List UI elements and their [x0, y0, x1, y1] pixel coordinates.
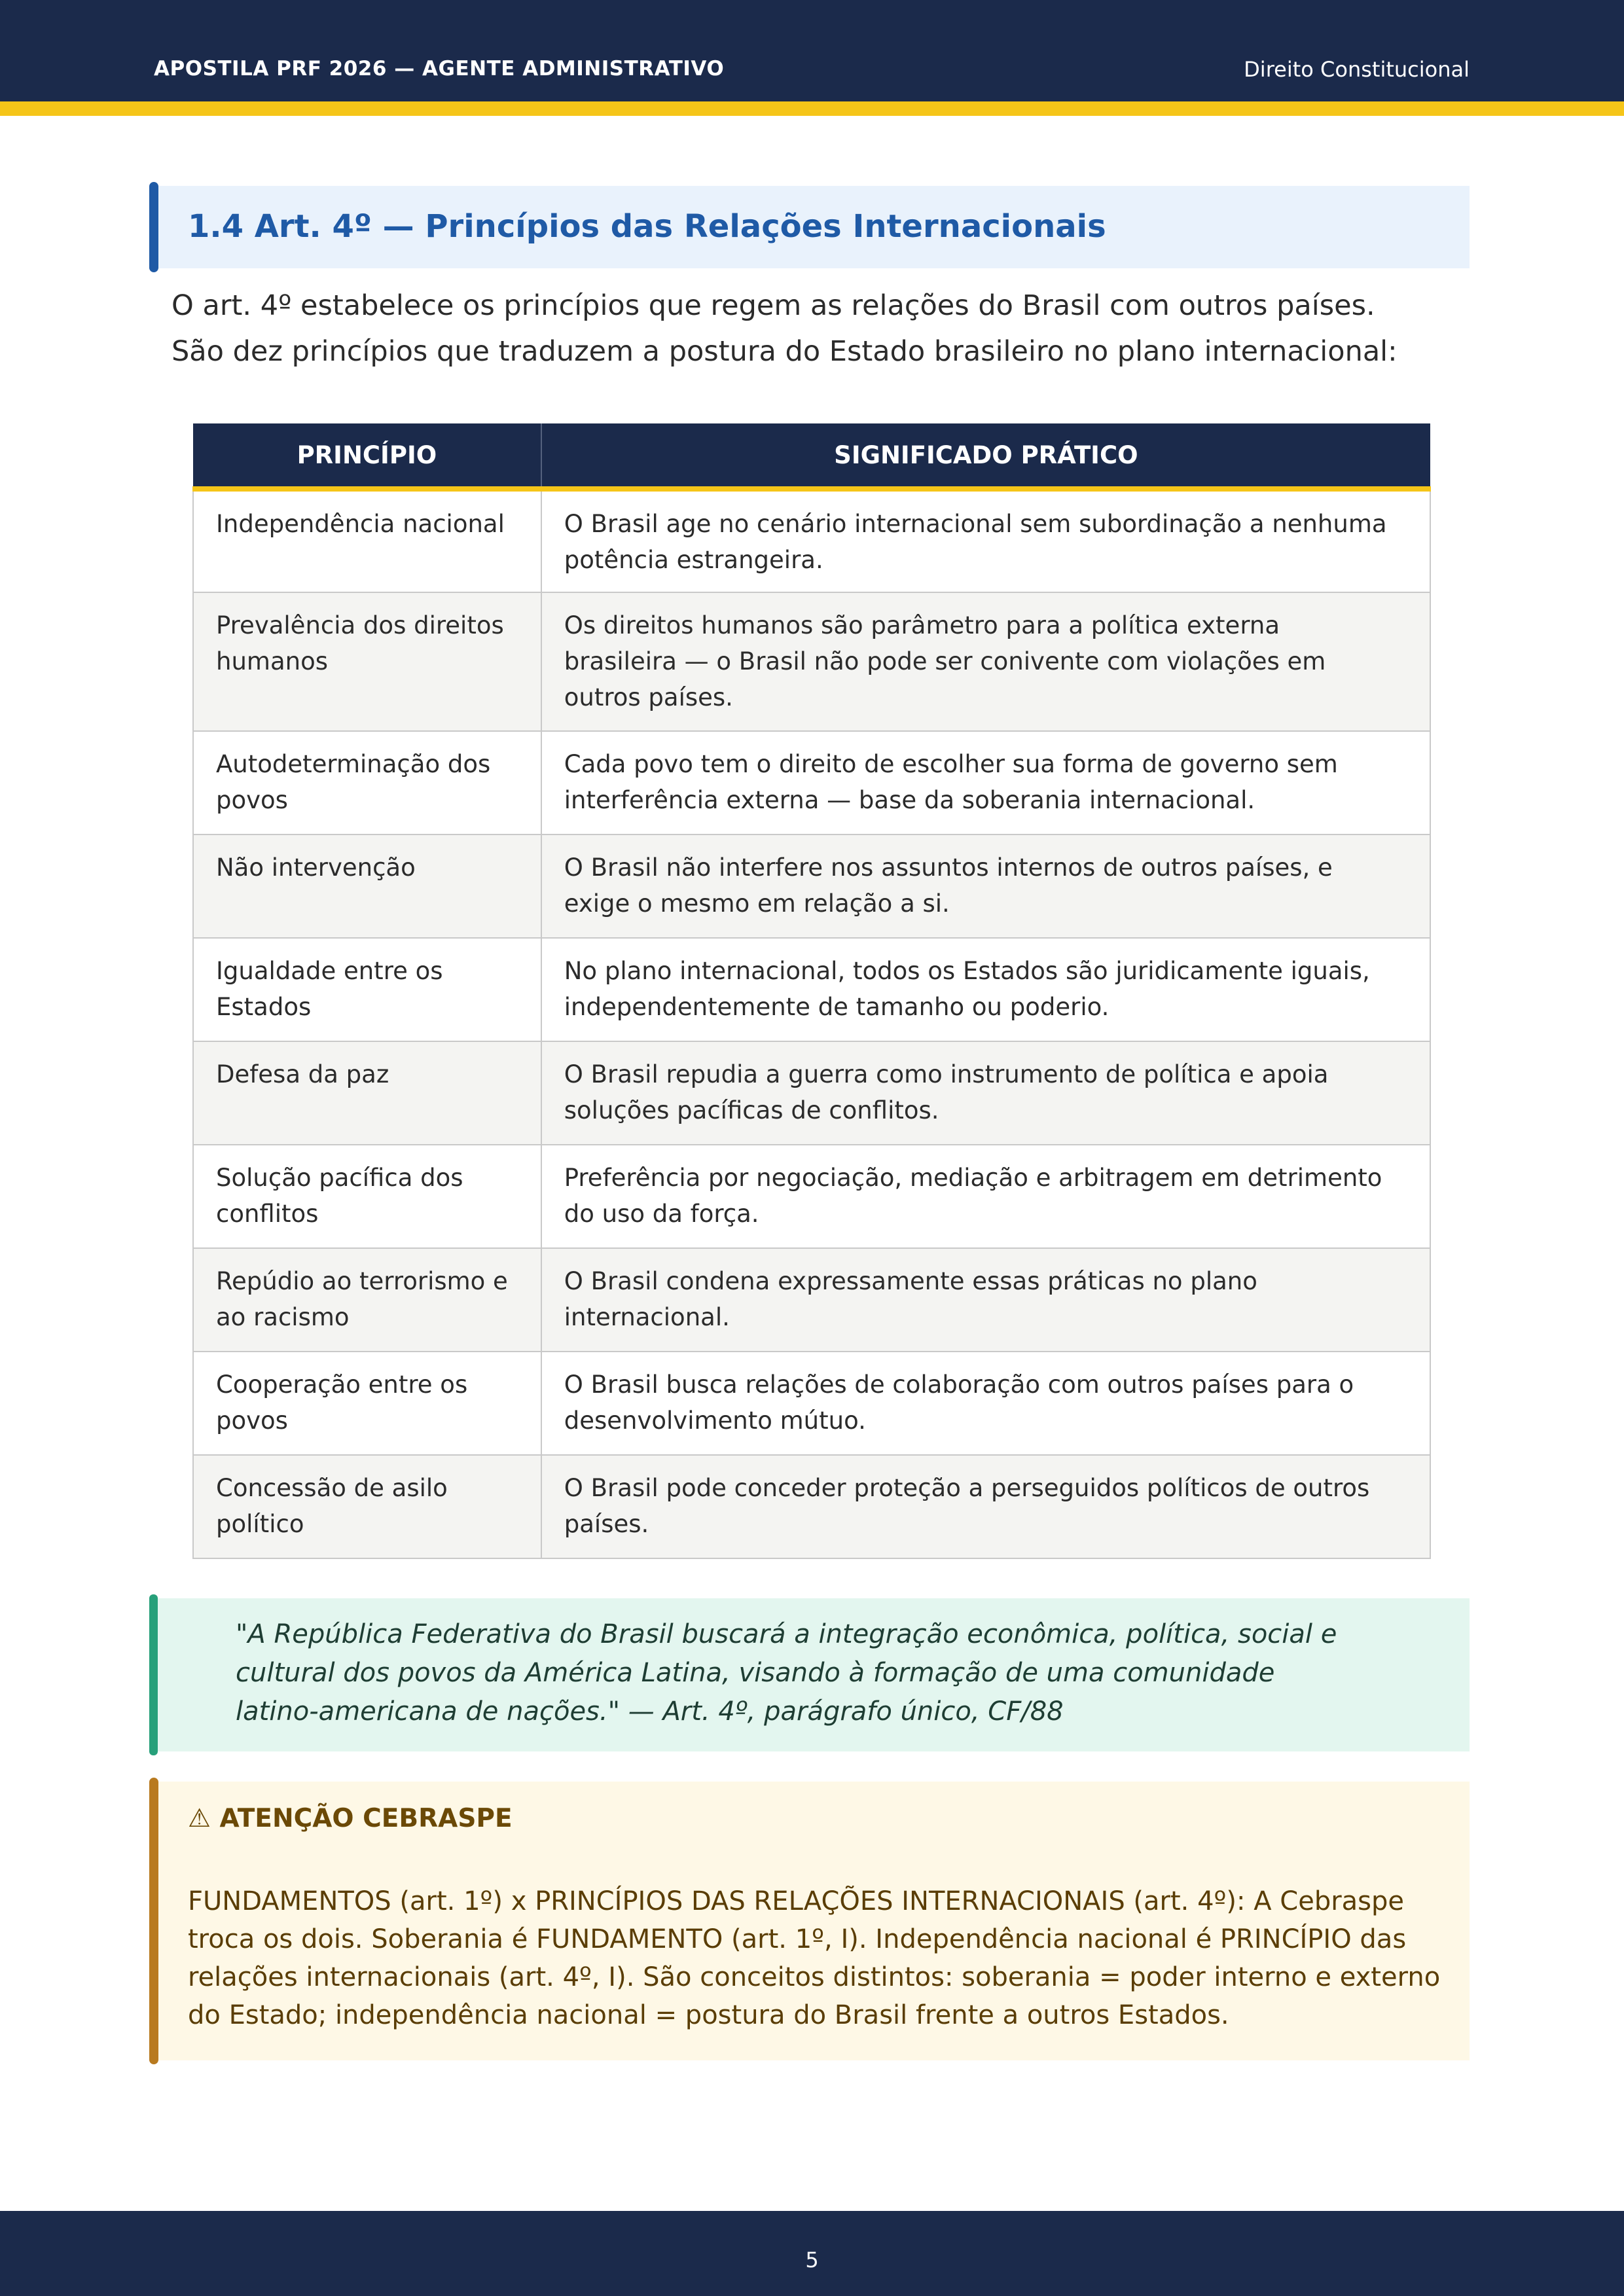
principle-cell [193, 489, 541, 592]
meaning-text: O Brasil pode conceder proteção a perseguidos políticos de outros [564, 1474, 1370, 1502]
alert-line: troca os dois. Soberania é FUNDAMENTO (art. 1º, I). Independência nacional é PRINCÍPIO das [188, 1924, 1407, 1954]
column-header-principle: PRINCÍPIO [193, 423, 541, 489]
meaning-cell [541, 1248, 1430, 1352]
column-header-meaning: SIGNIFICADO PRÁTICO [541, 423, 1430, 489]
table-row [193, 592, 1430, 731]
alert-line: FUNDAMENTOS (art. 1º) x PRINCÍPIOS DAS RELAÇÕES INTERNACIONAIS (art. 4º): A Cebraspe [188, 1886, 1405, 1916]
principles-table [192, 423, 1431, 1559]
principle-text: humanos [216, 647, 328, 675]
constitution-quote [236, 1615, 1440, 1731]
alert-accent-bar [149, 1778, 158, 2064]
meaning-cell [541, 489, 1430, 592]
meaning-text: O Brasil age no cenário internacional sem subordinação a nenhuma [564, 510, 1387, 538]
meaning-text: Cada povo tem o direito de escolher sua forma de governo sem [564, 750, 1338, 778]
principle-text: povos [216, 1407, 288, 1435]
principle-cell [193, 1145, 541, 1248]
principle-text: Defesa da paz [216, 1060, 389, 1088]
table-row [193, 731, 1430, 834]
table-row [193, 1041, 1430, 1145]
principle-text: Igualdade entre os [216, 957, 443, 985]
page-header [0, 0, 1624, 101]
meaning-text: exige o mesmo em relação a si. [564, 889, 950, 918]
principle-text: Autodeterminação dos [216, 750, 491, 778]
meaning-text: desenvolvimento mútuo. [564, 1407, 866, 1435]
intro-line: O art. 4º estabelece os princípios que regem as relações do Brasil com outros países. [171, 289, 1375, 322]
principle-text: Prevalência dos direitos [216, 611, 504, 639]
principle-text: ao racismo [216, 1303, 350, 1331]
header-subject: Direito Constitucional [1244, 57, 1470, 82]
page-number: 5 [805, 2248, 819, 2272]
meaning-cell [541, 1145, 1430, 1248]
table-row [193, 938, 1430, 1041]
meaning-cell [541, 731, 1430, 834]
meaning-text: Preferência por negociação, mediação e arbitragem em detrimento [564, 1164, 1382, 1192]
principle-cell [193, 1041, 541, 1145]
meaning-text: internacional. [564, 1303, 730, 1331]
principle-cell [193, 834, 541, 938]
principle-text: Concessão de asilo [216, 1474, 448, 1502]
meaning-text: outros países. [564, 683, 733, 711]
quote-accent-bar [149, 1594, 158, 1755]
alert-text [188, 1882, 1451, 2034]
intro-paragraph [171, 283, 1481, 374]
section-title-accent-bar [149, 182, 158, 272]
quote-line: cultural dos povos da América Latina, visando à formação de uma comunidade [236, 1658, 1275, 1688]
table-row [193, 1455, 1430, 1558]
quote-line: latino-americana de nações." — Art. 4º, parágrafo único, CF/88 [236, 1696, 1064, 1727]
principle-text: Estados [216, 993, 312, 1021]
meaning-cell [541, 1041, 1430, 1145]
alert-line: do Estado; independência nacional = postura do Brasil frente a outros Estados. [188, 2000, 1229, 2030]
meaning-cell [541, 592, 1430, 731]
quote-line: "A República Federativa do Brasil buscará a integração econômica, política, social e [236, 1619, 1337, 1649]
principle-text: Repúdio ao terrorismo e [216, 1267, 508, 1295]
meaning-text: O Brasil repudia a guerra como instrumento de política e apoia [564, 1060, 1329, 1088]
meaning-text: países. [564, 1510, 649, 1538]
principle-cell [193, 1248, 541, 1352]
meaning-cell [541, 834, 1430, 938]
meaning-text: O Brasil busca relações de colaboração com outros países para o [564, 1371, 1354, 1399]
principle-text: Cooperação entre os [216, 1371, 468, 1399]
meaning-text: brasileira — o Brasil não pode ser conivente com violações em [564, 647, 1326, 675]
meaning-text: independentemente de tamanho ou poderio. [564, 993, 1110, 1021]
principle-cell [193, 1455, 541, 1558]
table-row [193, 1248, 1430, 1352]
table-row [193, 834, 1430, 938]
meaning-text: O Brasil condena expressamente essas práticas no plano [564, 1267, 1257, 1295]
principle-cell [193, 731, 541, 834]
meaning-text: soluções pacíficas de conflitos. [564, 1096, 939, 1124]
meaning-text: do uso da força. [564, 1200, 759, 1228]
meaning-text: interferência externa — base da soberania internacional. [564, 786, 1255, 814]
table-row [193, 1145, 1430, 1248]
header-title: APOSTILA PRF 2026 — AGENTE ADMINISTRATIVO [154, 57, 725, 81]
principle-text: Independência nacional [216, 510, 505, 538]
meaning-cell [541, 1352, 1430, 1455]
meaning-text: potência estrangeira. [564, 546, 823, 574]
table-row [193, 1352, 1430, 1455]
principle-text: Solução pacífica dos [216, 1164, 463, 1192]
alert-line: relações internacionais (art. 4º, I). São conceitos distintos: soberania = poder interno e externo [188, 1962, 1441, 1992]
principle-text: político [216, 1510, 304, 1538]
principle-cell [193, 1352, 541, 1455]
principle-text: conflitos [216, 1200, 319, 1228]
principle-cell [193, 938, 541, 1041]
table-row [193, 489, 1430, 592]
principle-text: povos [216, 786, 288, 814]
header-accent-stripe [0, 101, 1624, 116]
alert-title: ⚠ ATENÇÃO CEBRASPE [188, 1804, 513, 1833]
meaning-cell [541, 938, 1430, 1041]
principle-cell [193, 592, 541, 731]
meaning-cell [541, 1455, 1430, 1558]
meaning-text: Os direitos humanos são parâmetro para a política externa [564, 611, 1280, 639]
principle-text: Não intervenção [216, 853, 416, 882]
table-header-row [193, 423, 1430, 489]
meaning-text: O Brasil não interfere nos assuntos internos de outros países, e [564, 853, 1333, 882]
intro-line: São dez princípios que traduzem a postura do Estado brasileiro no plano internacional: [171, 335, 1398, 368]
section-title: 1.4 Art. 4º — Princípios das Relações Internacionais [188, 208, 1106, 245]
meaning-text: No plano internacional, todos os Estados são juridicamente iguais, [564, 957, 1370, 985]
